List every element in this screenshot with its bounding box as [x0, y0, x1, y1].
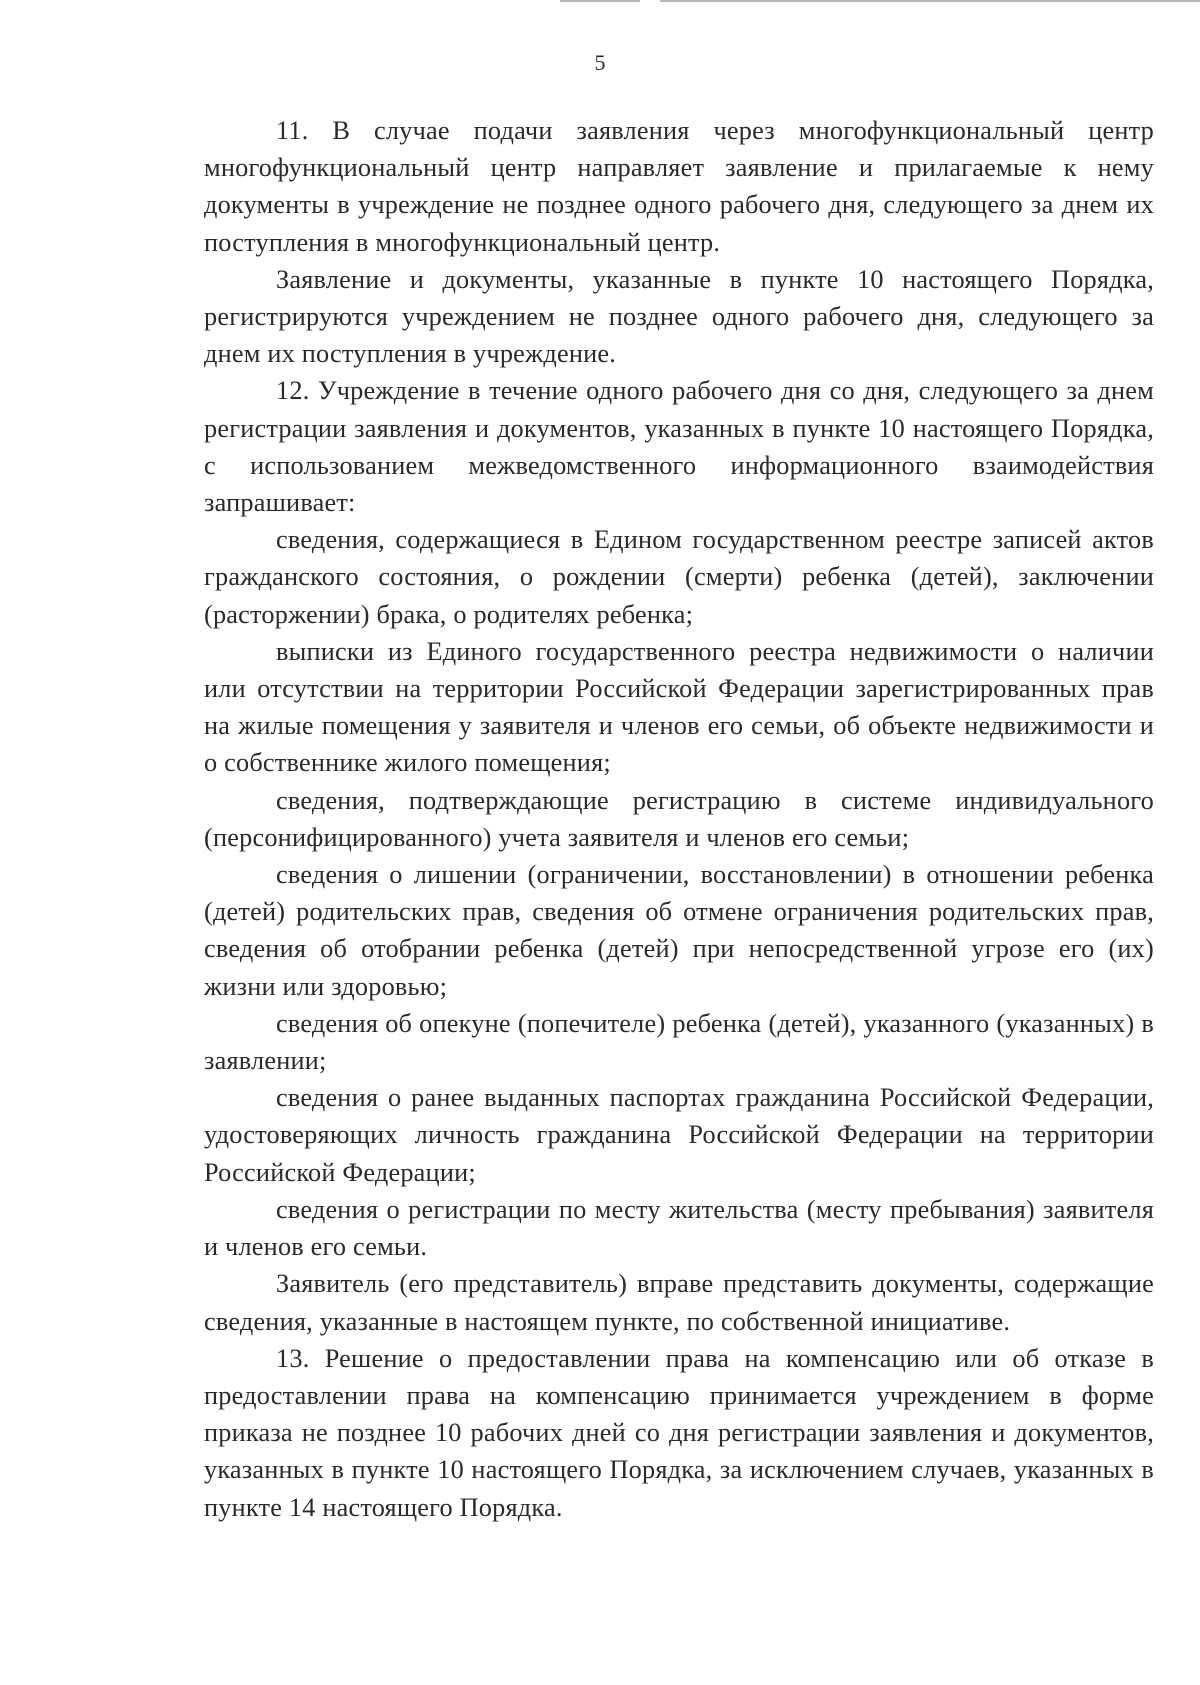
list-item-civil-registry: сведения, содержащиеся в Едином государственном реестре записей актов гражданского состояния, о рождении (смерти) ребенка (детей), заключении (расторжении) брака, о родителях ребенка; — [204, 525, 1154, 629]
list-item-personal-accounting: сведения, подтверждающие регистрацию в системе индивидуального (персонифицированного) учета заявителя и членов его семьи; — [204, 785, 1154, 852]
document-body — [204, 112, 1154, 1526]
list-item-real-estate-registry: выписки из Единого государственного реестра недвижимости о наличии или отсутствии на территории Российской Федерации зарегистрированных прав на жилые помещения у заявителя и членов его семьи, об объекте недвижимости и о собственнике жилого помещения; — [204, 636, 1154, 778]
paragraph-11: 11. В случае подачи заявления через многофункциональный центр многофункциональный центр направляет заявление и прилагаемые к нему документы в учреждение не позднее одного рабочего дня, следующего за днем их поступления в многофункциональный центр. — [204, 116, 1154, 257]
paragraph-applicant-right: Заявитель (его представитель) вправе представить документы, содержащие сведения, указанные в настоящем пункте, по собственной инициативе. — [204, 1269, 1154, 1336]
list-item-residence-registration: сведения о регистрации по месту жительства (месту пребывания) заявителя и членов его семьи. — [204, 1194, 1154, 1262]
page-number: 5 — [594, 50, 606, 75]
scan-artifact-line — [560, 0, 640, 2]
paragraph-registration: Заявление и документы, указанные в пункте 10 настоящего Порядка, регистрируются учреждением не позднее одного рабочего дня, следующего за днем их поступления в учреждение. — [204, 264, 1154, 369]
paragraph-12: 12. Учреждение в течение одного рабочего дня со дня, следующего за днем регистрации заявления и документов, указанных в пункте 10 настоящего Порядка, с использованием межведомственного информационного взаимодействия запрашивает: — [204, 376, 1154, 518]
scan-artifact-line — [660, 0, 1200, 2]
list-item-guardian: сведения об опекуне (попечителе) ребенка (детей), указанного (указанных) в заявлении; — [204, 1008, 1154, 1076]
list-item-passports: сведения о ранее выданных паспортах гражданина Российской Федерации, удостоверяющих личность гражданина Российской Федерации на территории Российской Федерации; — [204, 1083, 1154, 1187]
paragraph-13: 13. Решение о предоставлении права на компенсацию или об отказе в предоставлении права на компенсацию принимается учреждением в форме приказа не позднее 10 рабочих дней со дня регистрации заявления и документов, указанных в пункте 10 настоящего Порядка, за исключением случаев, указанных в пункте 14 настоящего Порядка. — [204, 1343, 1154, 1522]
list-item-parental-rights: сведения о лишении (ограничении, восстановлении) в отношении ребенка (детей) родительских прав, сведения об отмене ограничения родительских прав, сведения об отобрании ребенка (детей) при непосредственной угрозе его (их) жизни или здоровью; — [204, 860, 1154, 1001]
